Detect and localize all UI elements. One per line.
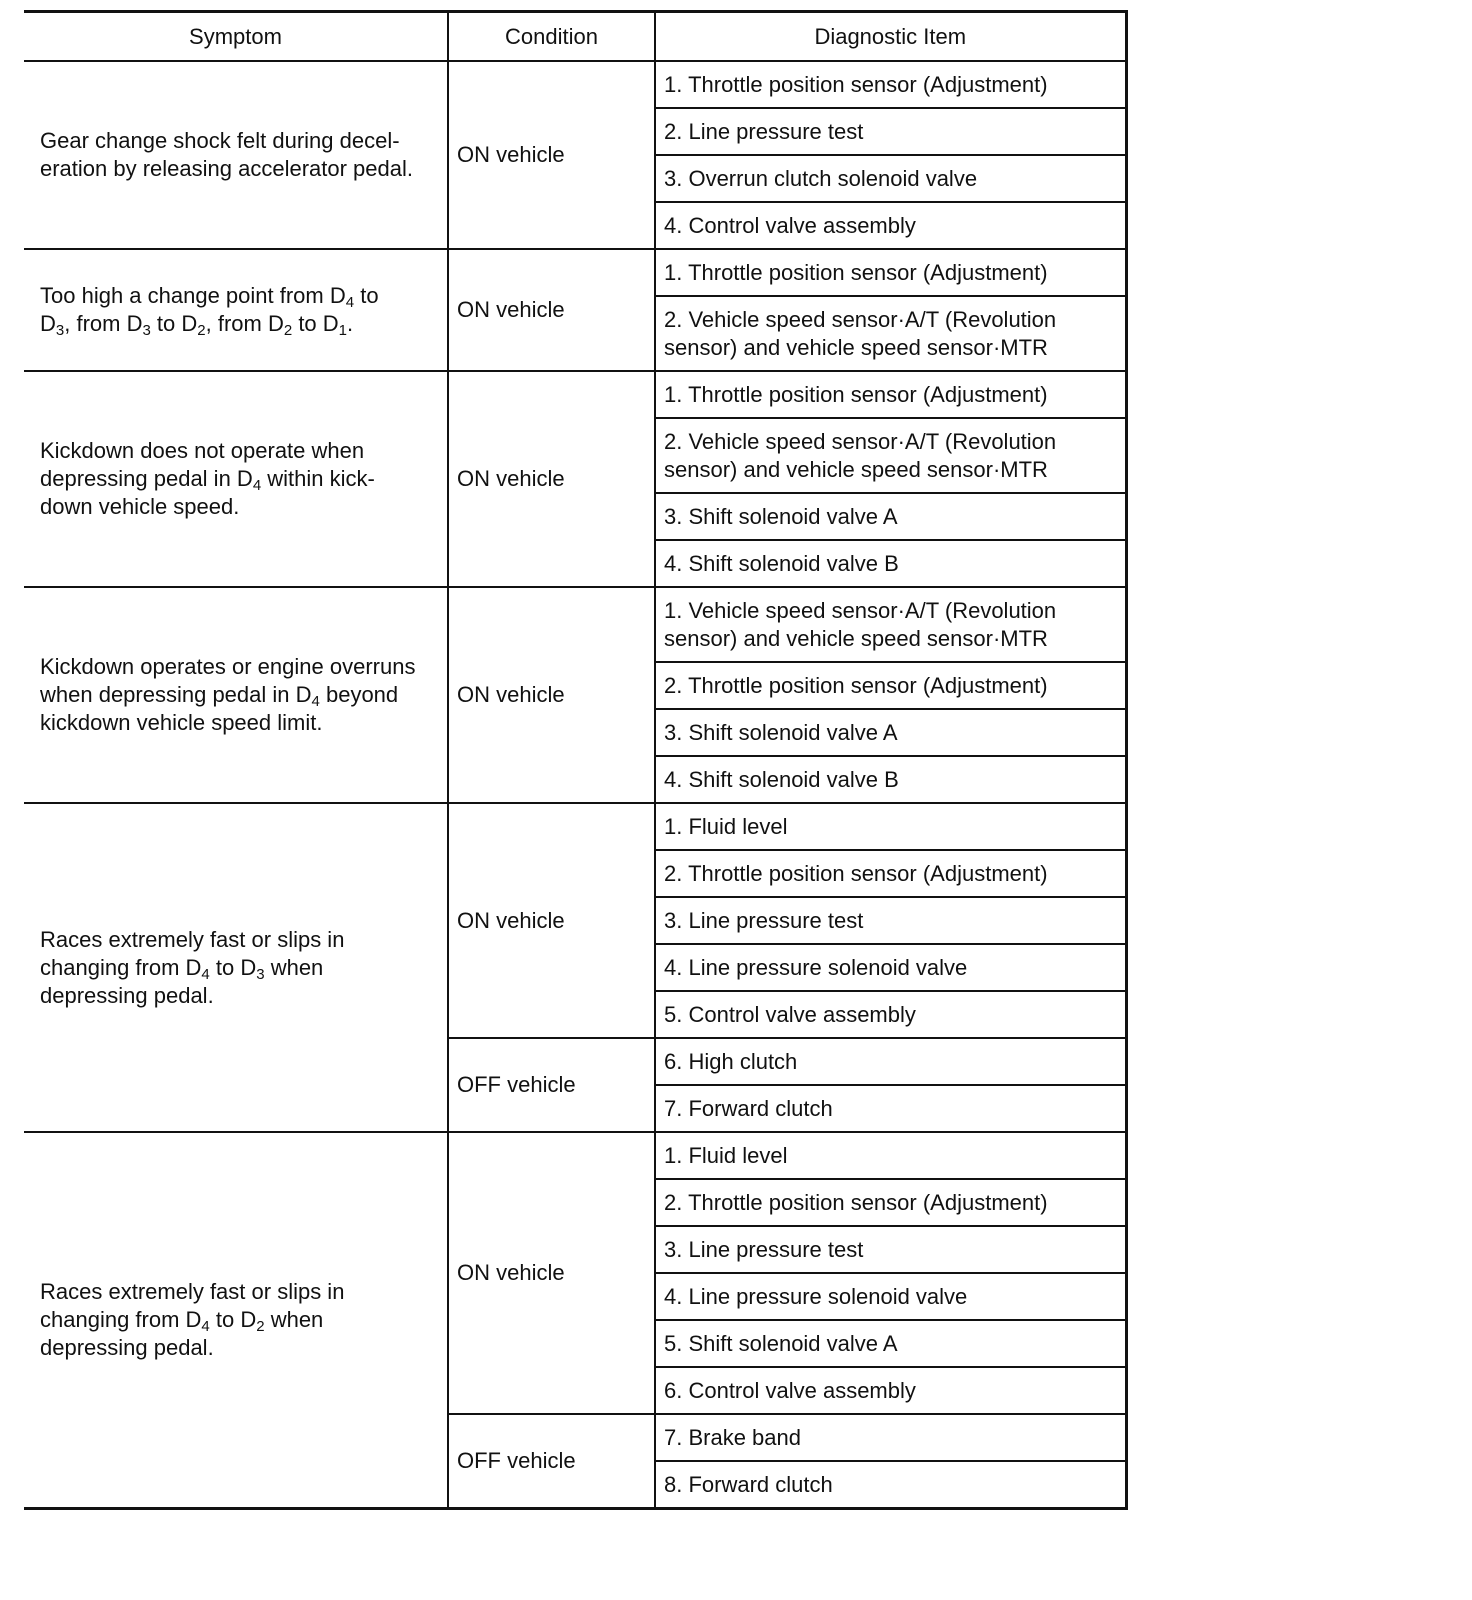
symptom-cell (24, 61, 448, 249)
symptom-text: to D (209, 1307, 257, 1332)
diagnostic-item-cell: 1. Vehicle speed sensor·A/T (Revolution sensor) and vehicle speed sensor·MTR (655, 587, 1126, 662)
diagnostic-item-cell: 6. High clutch (655, 1038, 1126, 1085)
symptom-cell (24, 803, 448, 1132)
diagnostic-item-cell: 5. Shift solenoid valve A (655, 1320, 1126, 1367)
symptom-cell (24, 1132, 448, 1509)
symptom-text: down vehicle speed. (40, 494, 240, 519)
symptom-subscript: 3 (142, 322, 151, 339)
table-row (24, 61, 1126, 108)
diagnostic-item-cell: 4. Control valve assembly (655, 202, 1126, 249)
diagnostic-item-cell: 4. Shift solenoid valve B (655, 756, 1126, 803)
symptom-text: to D (292, 311, 339, 336)
diagnostic-item-cell: 4. Line pressure solenoid valve (655, 1273, 1126, 1320)
diagnostic-item-cell: 3. Overrun clutch solenoid valve (655, 155, 1126, 202)
table-row (24, 249, 1126, 296)
symptom-text: , from D (205, 311, 284, 336)
condition-cell: ON vehicle (448, 371, 655, 587)
symptom-text: when depressing pedal in D (40, 682, 312, 707)
condition-cell: OFF vehicle (448, 1414, 655, 1509)
diagnostic-item-cell: 1. Throttle position sensor (Adjustment) (655, 249, 1126, 296)
symptom-subscript: 4 (311, 693, 320, 710)
table-row (24, 803, 1126, 850)
symptom-subscript: 2 (197, 322, 206, 339)
symptom-text: when (264, 954, 324, 980)
condition-cell: ON vehicle (448, 61, 655, 249)
condition-cell: ON vehicle (448, 249, 655, 371)
diagnostic-item-cell: 2. Throttle position sensor (Adjustment) (655, 850, 1126, 897)
diagnostic-item-cell: 2. Throttle position sensor (Adjustment) (655, 662, 1126, 709)
diagnostic-item-cell: 1. Throttle position sensor (Adjustment) (655, 61, 1126, 108)
diagnostic-item-cell: 6. Control valve assembly (655, 1367, 1126, 1414)
header-row (24, 12, 1126, 62)
diagnostic-item-cell: 1. Fluid level (655, 803, 1126, 850)
diagnostic-item-cell: 1. Throttle position sensor (Adjustment) (655, 371, 1126, 418)
diagnostic-item-cell: 3. Line pressure test (655, 1226, 1126, 1273)
symptom-subscript: 4 (201, 965, 210, 983)
diagnostic-item-cell: 3. Line pressure test (655, 897, 1126, 944)
symptom-subscript: 2 (256, 1318, 265, 1335)
diagnostic-item-cell: 7. Forward clutch (655, 1085, 1126, 1132)
symptom-text: Races extremely fast or slips in (40, 1279, 345, 1304)
symptom-text: when (264, 1307, 324, 1332)
symptom-text: to (354, 283, 379, 308)
diagnostic-item-cell: 7. Brake band (655, 1414, 1126, 1461)
diagnostic-table (24, 10, 1128, 1510)
symptom-text: beyond (319, 682, 399, 707)
diagnostic-item-cell: 1. Fluid level (655, 1132, 1126, 1179)
table-row (24, 371, 1126, 418)
symptom-cell (24, 249, 448, 371)
symptom-subscript: 4 (252, 477, 262, 494)
symptom-text: depressing pedal. (40, 1335, 214, 1360)
diagnostic-item-cell: 3. Shift solenoid valve A (655, 709, 1126, 756)
diagnostic-item-cell: 4. Shift solenoid valve B (655, 540, 1126, 587)
symptom-subscript: 1 (338, 322, 348, 339)
header-diagnostic-item: Diagnostic Item (655, 12, 1126, 62)
symptom-text: kickdown vehicle speed limit. (40, 710, 323, 735)
symptom-text: Too high a change point from D (40, 283, 346, 308)
table-row (24, 1132, 1126, 1179)
symptom-text: changing from D (40, 1307, 202, 1332)
symptom-text: changing from D (40, 954, 202, 980)
condition-cell: OFF vehicle (448, 1038, 655, 1132)
symptom-subscript: 2 (283, 322, 293, 339)
symptom-cell (24, 371, 448, 587)
symptom-text: to D (209, 954, 257, 980)
header-symptom: Symptom (24, 12, 448, 62)
symptom-text: D (40, 311, 56, 336)
symptom-subscript: 3 (256, 965, 265, 983)
diagnostic-item-cell: 5. Control valve assembly (655, 991, 1126, 1038)
header-condition: Condition (448, 12, 655, 62)
diagnostic-item-cell: 2. Throttle position sensor (Adjustment) (655, 1179, 1126, 1226)
condition-cell: ON vehicle (448, 587, 655, 803)
symptom-text: Kickdown does not operate when (40, 438, 365, 463)
symptom-text: Kickdown operates or engine overruns (40, 654, 416, 679)
diagnostic-item-cell: 2. Vehicle speed sensor·A/T (Revolution sensor) and vehicle speed sensor·MTR (655, 418, 1126, 493)
diagnostic-item-cell: 4. Line pressure solenoid valve (655, 944, 1126, 991)
diagnostic-item-cell: 8. Forward clutch (655, 1461, 1126, 1509)
table-body (24, 61, 1126, 1509)
table-row (24, 587, 1126, 662)
symptom-text: Gear change shock felt during decel- (40, 128, 400, 153)
symptom-cell (24, 587, 448, 803)
symptom-text: to D (150, 311, 198, 336)
symptom-subscript: 4 (201, 1318, 210, 1335)
condition-cell: ON vehicle (448, 803, 655, 1038)
symptom-text: depressing pedal in D (40, 466, 253, 491)
symptom-text: within kick- (261, 466, 375, 491)
diagnostic-item-cell: 2. Line pressure test (655, 108, 1126, 155)
diagnostic-item-cell: 2. Vehicle speed sensor·A/T (Revolution sensor) and vehicle speed sensor·MTR (655, 296, 1126, 371)
symptom-text: , from D (64, 311, 143, 336)
symptom-text: Races extremely fast or slips in (40, 926, 345, 952)
diagnostic-item-cell: 3. Shift solenoid valve A (655, 493, 1126, 540)
symptom-subscript: 4 (345, 294, 355, 311)
symptom-subscript: 3 (55, 322, 65, 339)
symptom-text: eration by releasing accelerator pedal. (40, 156, 414, 181)
symptom-text: . (347, 311, 354, 336)
symptom-text: depressing pedal. (40, 982, 214, 1008)
condition-cell: ON vehicle (448, 1132, 655, 1414)
